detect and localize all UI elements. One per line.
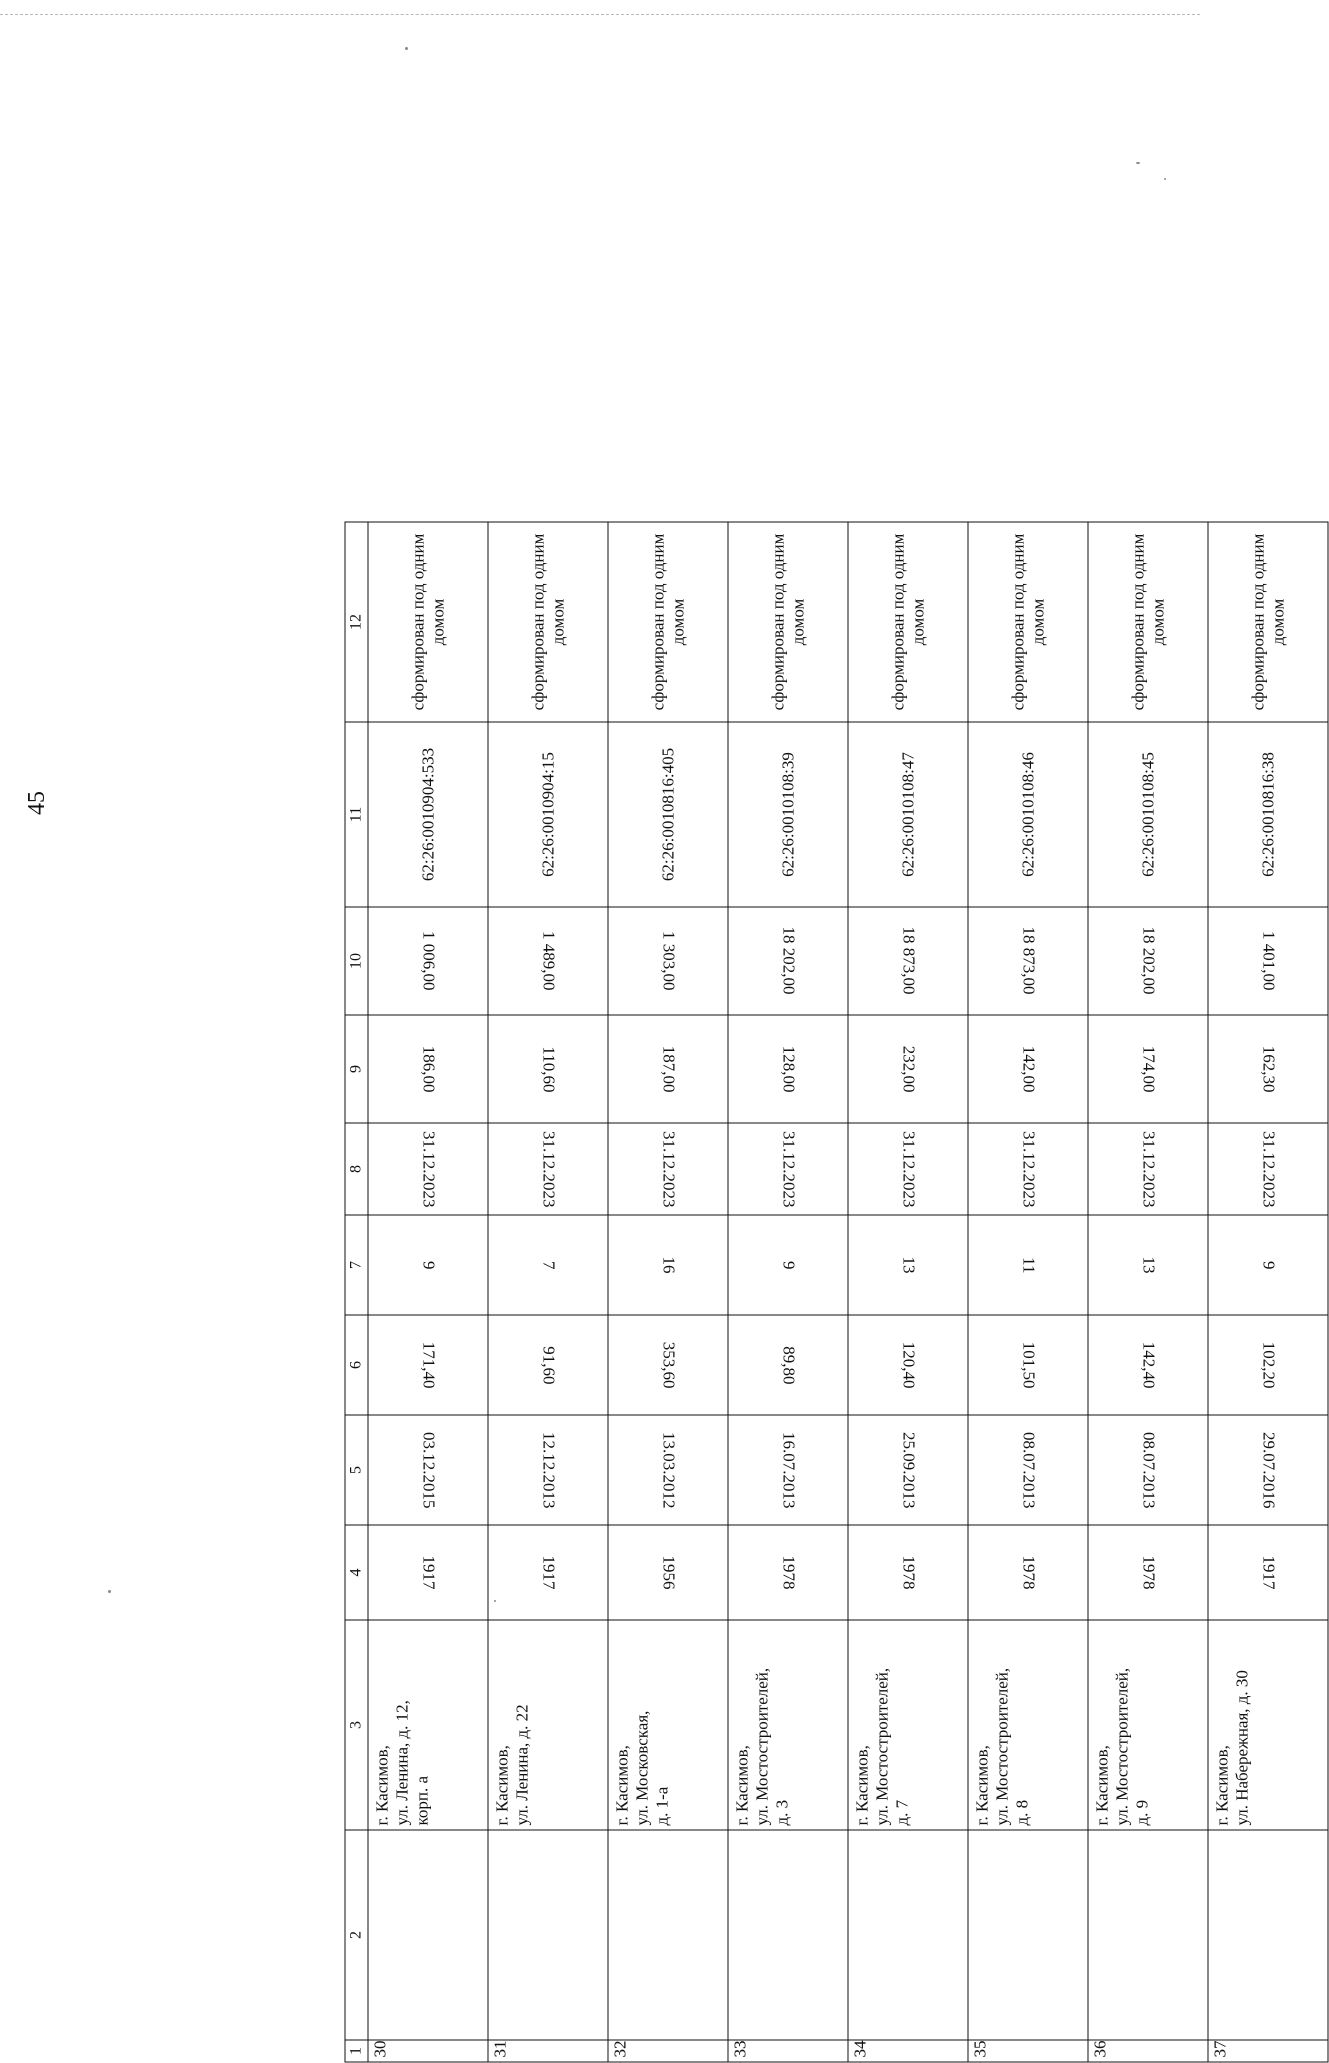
area-cell [488, 1315, 608, 1415]
area-value: 353,60 [659, 1341, 678, 1389]
cadastral-number-cell: 62:26:0010816:405 [608, 722, 728, 907]
year-built-cell [368, 1525, 488, 1620]
note-cell: сформирован под одним домом [968, 522, 1088, 722]
column-number-cell: 1 [345, 2040, 368, 2062]
deadline-value: 31.12.2023 [539, 1130, 558, 1208]
note-cell: сформирован под одним домом [488, 522, 608, 722]
date-value: 25.09.2013 [899, 1431, 918, 1509]
deadline-value: 31.12.2023 [899, 1130, 918, 1208]
year-built-value: 1917 [1259, 1555, 1278, 1590]
empty-cell [488, 1830, 608, 2040]
column-number-cell: 8 [345, 1123, 368, 1215]
column-number-cell: 5 [345, 1415, 368, 1525]
row-number-cell: 30 [368, 2040, 488, 2062]
row-number-cell: 36 [1088, 2040, 1208, 2062]
date-value: 29.07.2016 [1259, 1431, 1278, 1509]
value-value: 1 489,00 [539, 931, 558, 991]
value-value: 1 303,00 [659, 931, 678, 991]
area-cell [968, 1315, 1088, 1415]
year-built-cell [608, 1525, 728, 1620]
year-built-value: 1978 [899, 1555, 918, 1590]
address-line: ул. Мостостроителей, [1112, 1667, 1132, 1826]
count-value: 13 [899, 1256, 918, 1274]
year-built-cell [1208, 1525, 1328, 1620]
count-value: 9 [419, 1260, 438, 1270]
table-row [608, 522, 728, 2062]
row-number-cell: 35 [968, 2040, 1088, 2062]
row-number-cell: 31 [488, 2040, 608, 2062]
deadline-cell [1208, 1123, 1328, 1215]
address-line: ул. Ленина, д. 22 [512, 1704, 532, 1826]
empty-cell [968, 1830, 1088, 2040]
address-line: д. 1-а [652, 1786, 672, 1826]
land-area-value: 162,30 [1259, 1045, 1278, 1093]
date-value: 08.07.2013 [1139, 1431, 1158, 1509]
date-cell [368, 1415, 488, 1525]
count-cell [848, 1215, 968, 1315]
empty-cell [1208, 1830, 1328, 2040]
value-cell [608, 907, 728, 1015]
address-line: д. 8 [1012, 1799, 1032, 1826]
date-cell [968, 1415, 1088, 1525]
area-cell [848, 1315, 968, 1415]
address-line: д. 9 [1132, 1799, 1152, 1826]
address-line: ул. Мостостроителей, [752, 1667, 772, 1826]
year-built-value: 1978 [1019, 1555, 1038, 1590]
column-number-cell: 12 [345, 522, 368, 722]
deadline-value: 31.12.2023 [1139, 1130, 1158, 1208]
cadastral-number-cell: 62:26:0010904:15 [488, 722, 608, 907]
note-cell: сформирован под одним домом [1208, 522, 1328, 722]
year-built-cell [1088, 1525, 1208, 1620]
column-number-header [345, 522, 368, 2062]
cadastral-number-cell: 62:26:0010108:46 [968, 722, 1088, 907]
address-line: г. Касимов, [732, 1745, 752, 1826]
value-value: 18 873,00 [1019, 927, 1038, 995]
deadline-cell [728, 1123, 848, 1215]
address-line: ул. Московская, [632, 1710, 652, 1826]
address-line: г. Касимов, [1212, 1745, 1232, 1826]
empty-cell [848, 1830, 968, 2040]
address-line: г. Касимов, [492, 1745, 512, 1826]
address-line: ул. Мостостроителей, [992, 1667, 1012, 1826]
cadastral-number-cell: 62:26:0010108:47 [848, 722, 968, 907]
cadastral-number-cell: 62:26:0010108:45 [1088, 722, 1208, 907]
value-cell [368, 907, 488, 1015]
value-value: 1 401,00 [1259, 931, 1278, 991]
area-cell [368, 1315, 488, 1415]
land-area-cell [1088, 1015, 1208, 1123]
year-built-cell [728, 1525, 848, 1620]
count-value: 9 [1259, 1260, 1278, 1270]
area-cell [608, 1315, 728, 1415]
value-cell [1088, 907, 1208, 1015]
address-line: ул. Мостостроителей, [872, 1667, 892, 1826]
land-area-cell [728, 1015, 848, 1123]
registry-table [345, 522, 1329, 2063]
column-number-cell: 4 [345, 1525, 368, 1620]
value-cell [848, 907, 968, 1015]
count-cell [968, 1215, 1088, 1315]
year-built-cell [848, 1525, 968, 1620]
value-cell [968, 907, 1088, 1015]
value-value: 18 202,00 [779, 927, 798, 995]
area-cell [1088, 1315, 1208, 1415]
table-row [488, 522, 608, 2062]
address-cell [1208, 1620, 1328, 1830]
date-cell [608, 1415, 728, 1525]
area-cell [728, 1315, 848, 1415]
table-body [345, 522, 1328, 2062]
empty-cell [728, 1830, 848, 2040]
deadline-cell [488, 1123, 608, 1215]
deadline-cell [608, 1123, 728, 1215]
land-area-value: 110,60 [539, 1045, 558, 1093]
column-number-cell: 9 [345, 1015, 368, 1123]
address-line: г. Касимов, [612, 1745, 632, 1826]
date-cell [848, 1415, 968, 1525]
address-cell [1088, 1620, 1208, 1830]
land-area-cell [488, 1015, 608, 1123]
scan-speck [1136, 162, 1140, 164]
land-area-value: 142,00 [1019, 1045, 1038, 1093]
column-number-cell: 10 [345, 907, 368, 1015]
count-cell [1088, 1215, 1208, 1315]
area-value: 120,40 [899, 1341, 918, 1389]
value-value: 18 202,00 [1139, 927, 1158, 995]
table-row [968, 522, 1088, 2062]
value-cell [488, 907, 608, 1015]
value-cell [1208, 907, 1328, 1015]
address-cell [488, 1620, 608, 1830]
count-value: 16 [659, 1256, 678, 1274]
date-cell [1208, 1415, 1328, 1525]
address-line: ул. Ленина, д. 12, [392, 1700, 412, 1826]
year-built-value: 1978 [779, 1555, 798, 1590]
count-cell [368, 1215, 488, 1315]
row-number-cell: 32 [608, 2040, 728, 2062]
area-value: 89,80 [779, 1345, 798, 1385]
value-value: 1 006,00 [419, 931, 438, 991]
address-line: д. 7 [892, 1799, 912, 1826]
date-value: 08.07.2013 [1019, 1431, 1038, 1509]
deadline-value: 31.12.2023 [659, 1130, 678, 1208]
address-line: г. Касимов, [372, 1745, 392, 1826]
address-cell [848, 1620, 968, 1830]
count-value: 11 [1019, 1256, 1038, 1274]
column-number-cell: 7 [345, 1215, 368, 1315]
column-number-cell: 3 [345, 1620, 368, 1830]
area-value: 91,60 [539, 1345, 558, 1385]
table-row [368, 522, 488, 2062]
deadline-value: 31.12.2023 [1019, 1130, 1038, 1208]
count-cell [608, 1215, 728, 1315]
deadline-cell [1088, 1123, 1208, 1215]
land-area-value: 174,00 [1139, 1045, 1158, 1093]
row-number-cell: 37 [1208, 2040, 1328, 2062]
land-area-cell [1208, 1015, 1328, 1123]
count-cell [728, 1215, 848, 1315]
row-number-cell: 33 [728, 2040, 848, 2062]
date-cell [1088, 1415, 1208, 1525]
date-cell [488, 1415, 608, 1525]
land-area-value: 232,00 [899, 1045, 918, 1093]
page-number: 45 [24, 791, 50, 815]
scan-speck [108, 1590, 111, 1593]
deadline-cell [968, 1123, 1088, 1215]
date-value: 13.03.2012 [659, 1431, 678, 1509]
land-area-cell [848, 1015, 968, 1123]
count-cell [488, 1215, 608, 1315]
year-built-cell [488, 1525, 608, 1620]
land-area-value: 128,00 [779, 1045, 798, 1093]
deadline-value: 31.12.2023 [419, 1130, 438, 1208]
year-built-cell [968, 1525, 1088, 1620]
table-row [848, 522, 968, 2062]
count-value: 7 [539, 1260, 558, 1270]
scan-speck [1164, 178, 1166, 180]
note-cell: сформирован под одним домом [368, 522, 488, 722]
area-value: 101,50 [1019, 1341, 1038, 1389]
year-built-value: 1978 [1139, 1555, 1158, 1590]
address-line: г. Касимов, [972, 1745, 992, 1826]
address-line: ул. Набережная, д. 30 [1232, 1670, 1252, 1826]
cadastral-number-cell: 62:26:0010108:39 [728, 722, 848, 907]
row-number-cell: 34 [848, 2040, 968, 2062]
area-value: 102,20 [1259, 1341, 1278, 1389]
column-number-cell: 2 [345, 1830, 368, 2040]
year-built-value: 1956 [659, 1555, 678, 1590]
address-line: г. Касимов, [852, 1745, 872, 1826]
land-area-value: 186,00 [419, 1045, 438, 1093]
address-cell [968, 1620, 1088, 1830]
cadastral-number-cell: 62:26:0010904:533 [368, 722, 488, 907]
count-cell [1208, 1215, 1328, 1315]
address-cell [728, 1620, 848, 1830]
table-row [1088, 522, 1208, 2062]
deadline-value: 31.12.2023 [779, 1130, 798, 1208]
year-built-value: 1917 [419, 1555, 438, 1590]
date-value: 16.07.2013 [779, 1431, 798, 1509]
scan-edge-line [0, 14, 1200, 15]
address-cell [608, 1620, 728, 1830]
deadline-cell [368, 1123, 488, 1215]
registry-table-rotated [345, 523, 1300, 2063]
land-area-value: 187,00 [659, 1045, 678, 1093]
note-cell: сформирован под одним домом [1088, 522, 1208, 722]
table-row [728, 522, 848, 2062]
address-line: д. 3 [772, 1799, 792, 1826]
column-number-cell: 6 [345, 1315, 368, 1415]
note-cell: сформирован под одним домом [728, 522, 848, 722]
value-cell [728, 907, 848, 1015]
scan-speck [405, 47, 408, 50]
deadline-value: 31.12.2023 [1259, 1130, 1278, 1208]
area-value: 171,40 [419, 1341, 438, 1389]
land-area-cell [368, 1015, 488, 1123]
land-area-cell [608, 1015, 728, 1123]
deadline-cell [848, 1123, 968, 1215]
count-value: 13 [1139, 1256, 1158, 1274]
table-row [1208, 522, 1328, 2062]
date-value: 03.12.2015 [419, 1431, 438, 1509]
date-value: 12.12.2013 [539, 1431, 558, 1509]
empty-cell [368, 1830, 488, 2040]
value-value: 18 873,00 [899, 927, 918, 995]
address-cell [368, 1620, 488, 1830]
address-line: корп. а [412, 1775, 432, 1826]
cadastral-number-cell: 62:26:0010816:38 [1208, 722, 1328, 907]
area-cell [1208, 1315, 1328, 1415]
year-built-value: 1917 [539, 1555, 558, 1590]
note-cell: сформирован под одним домом [848, 522, 968, 722]
date-cell [728, 1415, 848, 1525]
area-value: 142,40 [1139, 1341, 1158, 1389]
note-cell: сформирован под одним домом [608, 522, 728, 722]
empty-cell [608, 1830, 728, 2040]
empty-cell [1088, 1830, 1208, 2040]
count-value: 9 [779, 1260, 798, 1270]
column-number-cell: 11 [345, 722, 368, 907]
land-area-cell [968, 1015, 1088, 1123]
address-line: г. Касимов, [1092, 1745, 1112, 1826]
